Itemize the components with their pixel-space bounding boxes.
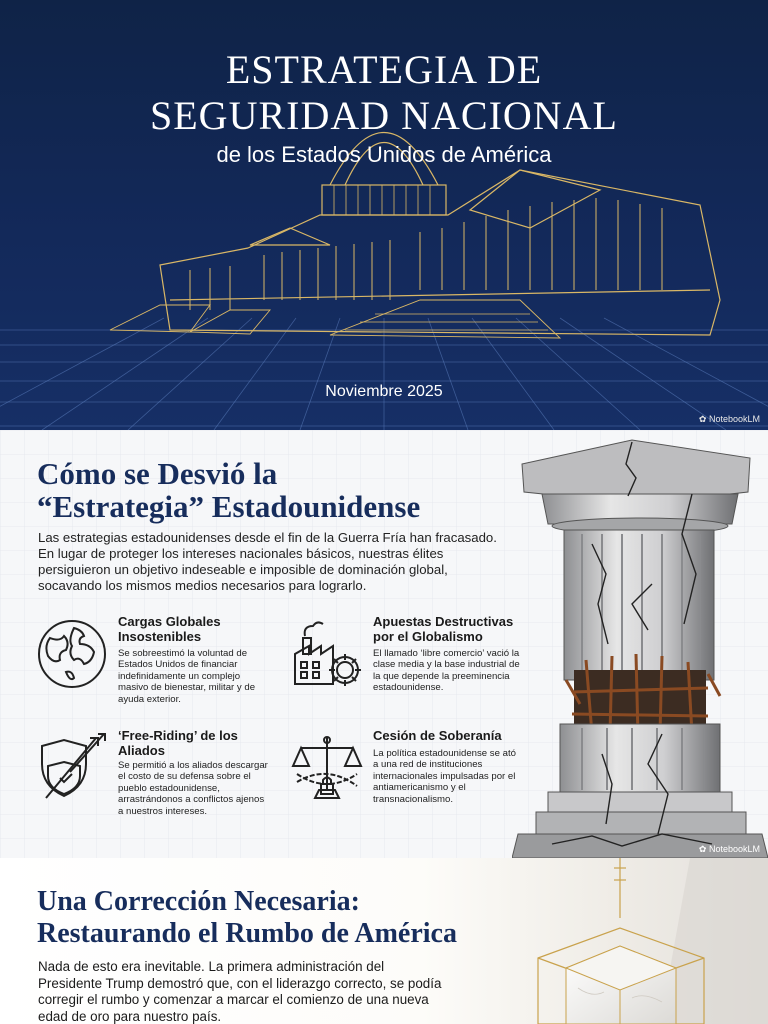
feature-title: ‘Free-Riding’ de los Aliados: [118, 728, 238, 758]
feature-free-riding-allies: [36, 728, 276, 848]
feature-title: Cesión de Soberanía: [373, 728, 502, 743]
feature-description: Se sobreestimó la voluntad de Estados Unidos de financiar indefinidamente un complejo masivo de bienestar, militar y de ayuda exterior.: [118, 648, 256, 705]
feature-title: Cargas Globales Insostenibles: [118, 614, 221, 644]
cover-subtitle: de los Estados Unidos de América: [216, 142, 552, 167]
section-title-line2: “Estrategia” Estadounidense: [37, 489, 421, 524]
cover-slide: [0, 0, 768, 430]
feature-title: Apuestas Destructivas por el Globalismo: [373, 614, 514, 644]
chained-scales-icon: [291, 732, 363, 804]
globe-icon: [36, 618, 108, 690]
notebooklm-icon: ✿: [698, 414, 709, 424]
body-paragraph: Nada de esto era inevitable. La primera administración del Presidente Trump demostró que, con el liderazgo correcto, se podía corregir el rumbo y comenzar a marcar el comienzo de una nueva edad de oro para nuestro país.: [38, 959, 442, 1024]
notebooklm-icon: ✿: [698, 844, 709, 854]
feature-description: La política estadounidense se ató a una red de instituciones internacionales impulsadas por el antiamericanismo y el transnacionalismo.: [373, 748, 516, 805]
deviation-slide: [0, 430, 768, 858]
factory-gear-icon: [291, 618, 363, 690]
notebooklm-badge: ✿ NotebookLM: [698, 414, 760, 424]
feature-globalism-bets: [291, 614, 531, 724]
feature-description: Se permitió a los aliados descargar el costo de su defensa sobre el pueblo estadounidense, arrastrándonos a conflictos ajenos a nuestros intereses.: [118, 760, 268, 817]
cover-title-line1: ESTRATEGIA DE: [225, 47, 543, 92]
marble-block-illustration: [480, 858, 768, 1024]
intro-paragraph: Las estrategias estadounidenses desde el fin de la Guerra Fría han fracasado. En lugar de proteger los intereses nacionales básicos, nuestras élites persiguieron un objetivo indeseable e imposible de dominación global, socavando los mismos medios necesarios para lograrlo.: [38, 530, 497, 593]
cover-title-line2: SEGURIDAD NACIONAL: [150, 93, 618, 138]
feature-global-burdens: [36, 614, 276, 724]
shield-arrows-icon: [36, 732, 108, 804]
cover-date: Noviembre 2025: [325, 383, 443, 400]
correction-slide: [0, 858, 768, 1024]
section-title-line1: Cómo se Desvió la: [37, 456, 278, 491]
section-title-line2: Restaurando el Rumbo de América: [37, 918, 457, 949]
notebooklm-badge: ✿ NotebookLM: [698, 844, 760, 854]
section-title-line1: Una Corrección Necesaria:: [37, 886, 360, 917]
feature-description: El llamado ‘libre comercio’ vació la clase media y la base industrial de la que depende la preeminencia estadounidense.: [373, 648, 520, 694]
broken-column-illustration: [512, 434, 768, 858]
feature-sovereignty-cession: [291, 728, 531, 838]
